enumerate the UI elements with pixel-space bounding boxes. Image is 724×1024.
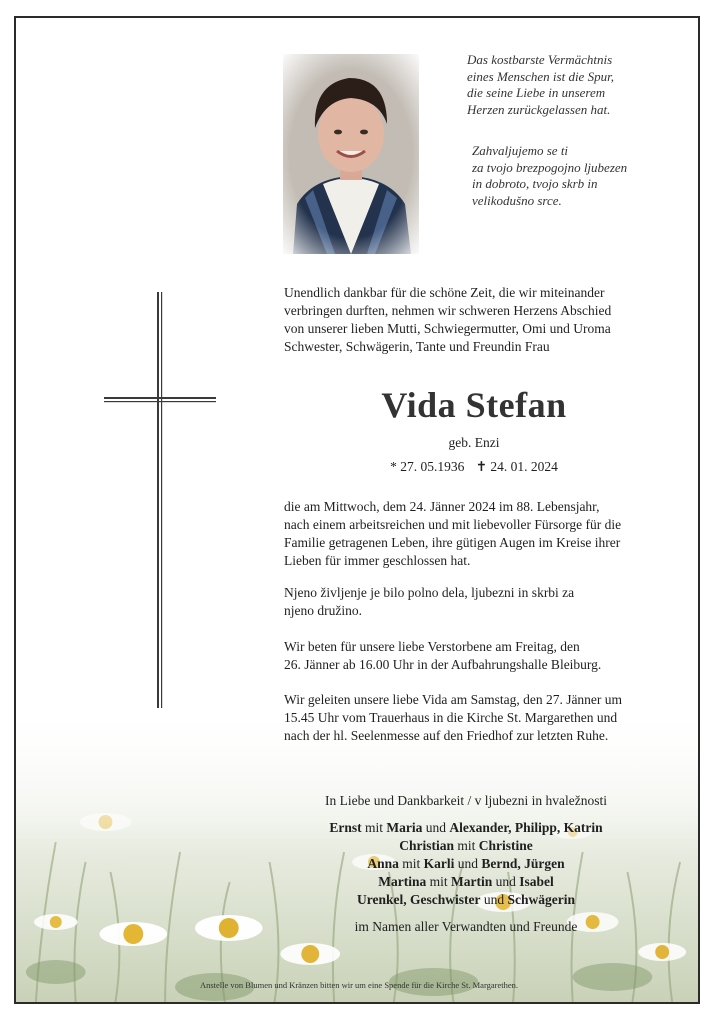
portrait-illustration [283,54,419,254]
cross-icon [102,290,218,710]
family-names: Bernd, Jürgen [481,856,565,871]
life-dates [284,459,664,475]
paragraph-line: Lieben für immer geschlossen hat. [284,553,471,568]
family-names: Anna [367,856,399,871]
family-line [266,837,666,855]
family-names: Christine [478,838,533,853]
donation-footnote: Anstelle von Blumen und Kränzen bitten wir um eine Spende für die Kirche St. Margarethen. [199,980,519,990]
obituary-card [14,16,700,1004]
maiden-name: geb. Enzi [448,435,500,450]
family-line [266,855,666,873]
paragraph-line: 15.45 Uhr vom Trauerhaus in die Kirche St. Margarethen und [284,710,618,725]
paragraph-slovene [284,584,674,620]
family-line [266,819,666,837]
intro-line: Schwester, Schwägerin, Tante und Freundin Frau [284,339,550,354]
paragraph-funeral [284,691,674,745]
family-names: Schwägerin [507,892,575,907]
closing-footer: im Namen aller Verwandten und Freunde [354,919,578,934]
family-connector: und [422,820,450,835]
closing-heading: In Liebe und Dankbarkeit / v ljubezni in hvaležnosti [325,793,607,808]
family-line [266,891,666,909]
family-line [266,873,666,891]
paragraph-line: Wir geleiten unsere liebe Vida am Samstag, den 27. Jänner um [284,692,623,707]
paragraph-line: 26. Jänner ab 16.00 Uhr in der Aufbahrungshalle Bleiburg. [284,657,602,672]
family-connector: mit [426,874,451,889]
family-connector: und [480,892,508,907]
quote-german [467,52,614,118]
closing-block [266,792,666,936]
paragraph-line: nach der hl. Seelenmesse auf den Friedhof zur letzten Ruhe. [284,728,609,743]
portrait-photo [283,54,419,254]
family-connector: mit [361,820,387,835]
family-names: Isabel [519,874,554,889]
quote-line: Das kostbarste Vermächtnis [467,52,613,67]
intro-line: verbringen durften, nehmen wir schweren Herzens Abschied [284,303,612,318]
quote-line: velikodušno srce. [472,192,562,208]
family-names: Maria [386,820,423,835]
family-connector: und [454,856,482,871]
death-date: ✝ 24. 01. 2024 [475,459,558,474]
intro-text [284,284,664,356]
intro-line: von unserer lieben Mutti, Schwiegermutter, Omi und Uroma [284,321,611,336]
quote-line: za tvojo brezpogojno ljubezen [472,159,628,175]
birth-date: * 27. 05.1936 [390,459,465,474]
quote-slovene [472,143,627,209]
paragraph-line: nach einem arbeitsreichen und mit liebevoller Fürsorge für die [284,517,622,532]
family-names: Ernst [329,820,362,835]
quote-line: Zahvaljujemo se ti [472,143,569,158]
paragraph-line: njeno družino. [284,603,362,618]
family-names: Urenkel, Geschwister [357,892,481,907]
paragraph-line: Njeno življenje je bilo polno dela, ljubezni in skrbi za [284,585,575,600]
paragraph-prayer [284,638,674,674]
quote-line: die seine Liebe in unserem [467,85,606,100]
family-connector: mit [398,856,424,871]
family-names: Martina [378,874,427,889]
paragraph-line: Familie getragenen Leben, ihre gütigen Augen im Kreise ihrer [284,535,621,550]
intro-line: Unendlich dankbar für die schöne Zeit, die wir miteinander [284,285,605,300]
family-names: Karli [423,856,455,871]
deceased-name: Vida Stefan [381,385,567,425]
family-names: Alexander, Philipp, Katrin [449,820,603,835]
family-names: Christian [399,838,454,853]
quote-line: in dobroto, tvojo skrb in [472,176,598,191]
family-names: Martin [451,874,493,889]
family-connector: mit [454,838,479,853]
paragraph-line: die am Mittwoch, dem 24. Jänner 2024 im 88. Lebensjahr, [284,499,600,514]
family-connector: und [492,874,520,889]
quote-line: eines Menschen ist die Spur, [467,68,614,84]
paragraph-death [284,498,674,570]
quote-line: Herzen zurückgelassen hat. [467,101,611,117]
paragraph-line: Wir beten für unsere liebe Verstorbene am Freitag, den [284,639,580,654]
